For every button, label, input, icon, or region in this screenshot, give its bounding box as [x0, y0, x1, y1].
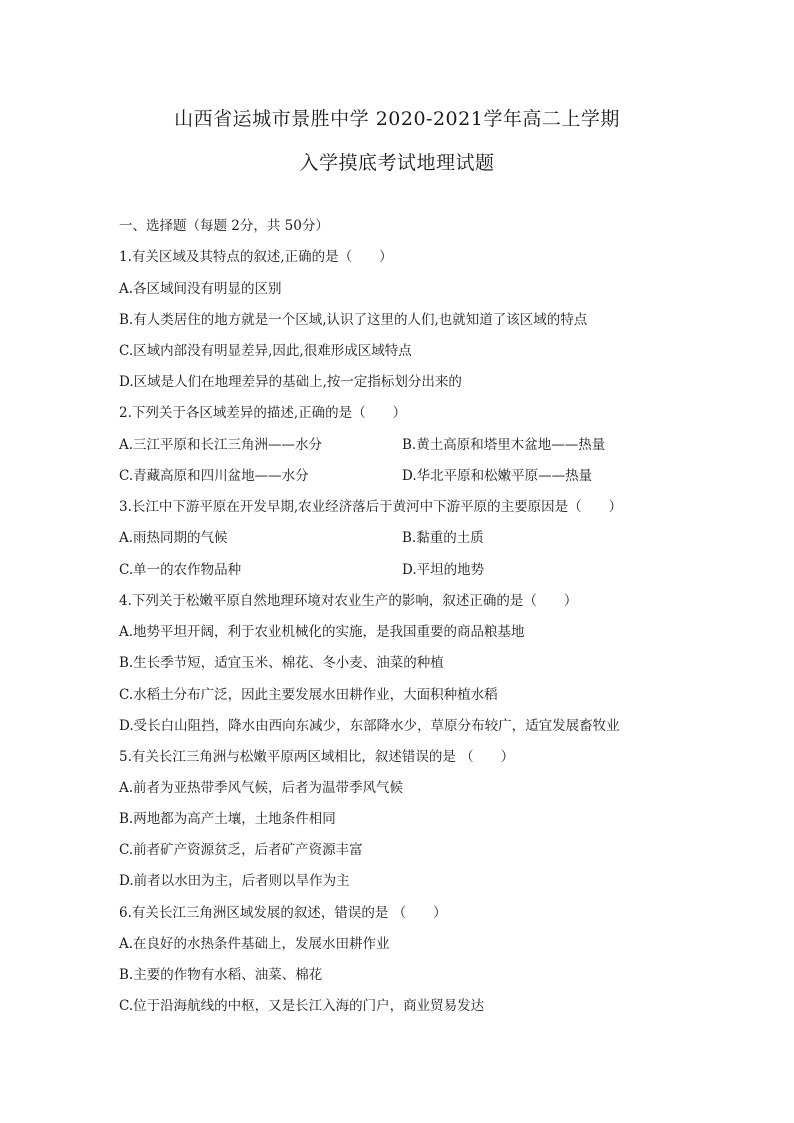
section-heading: 一、选择题（每题 2分，共 50分）	[119, 218, 329, 234]
question-option: B.生长季节短，适宜玉米、棉花、冬小麦、油菜的种植	[119, 655, 444, 671]
question-option: B.有人类居住的地方就是一个区域,认识了这里的人们,也就知道了该区域的特点	[119, 312, 588, 328]
question-option: A.地势平坦开阔，利于农业机械化的实施，是我国重要的商品粮基地	[119, 624, 525, 640]
question-option: B.两地都为高产土壤，土地条件相同	[119, 811, 336, 827]
exam-title-line2: 入学摸底考试地理试题	[299, 152, 495, 174]
question-stem: 1.有关区域及其特点的叙述,正确的是（ ）	[119, 249, 393, 265]
question-option: D.平坦的地势	[402, 562, 485, 578]
question-option: D.华北平原和松嫩平原——热量	[402, 468, 593, 484]
question-option: C.水稻土分布广泛，因此主要发展水田耕作业，大面积种植水稻	[119, 687, 498, 703]
exam-title-line1: 山西省运城市景胜中学 2020-2021学年高二上学期	[174, 108, 620, 130]
question-option: C.单一的农作物品种	[119, 562, 242, 578]
question-option: A.前者为亚热带季风气候，后者为温带季风气候	[119, 780, 404, 796]
option-row	[119, 561, 679, 579]
question-option: D.前者以水田为主，后者则以旱作为主	[119, 873, 350, 889]
question-option: D.区域是人们在地理差异的基础上,按一定指标划分出来的	[119, 374, 462, 390]
option-row	[119, 467, 679, 485]
question-option: B.黄土高原和塔里木盆地——热量	[402, 437, 606, 453]
question-stem: 3.长江中下游平原在开发早期,农业经济落后于黄河中下游平原的主要原因是（ ）	[119, 499, 623, 515]
option-row	[119, 436, 679, 454]
question-option: B.黏重的土质	[402, 530, 484, 546]
question-option: B.主要的作物有水稻、油菜、棉花	[119, 967, 323, 983]
question-stem: 6.有关长江三角洲区域发展的叙述，错误的是 （ ）	[119, 905, 447, 921]
question-option: D.受长白山阻挡，降水由西向东减少，东部降水少，草原分布较广，适宜发展畜牧业	[119, 718, 620, 734]
question-stem: 5.有关长江三角洲与松嫩平原两区域相比，叙述错误的是 （ ）	[119, 749, 515, 765]
question-option: C.青藏高原和四川盆地——水分	[119, 468, 309, 484]
option-row	[119, 529, 679, 547]
question-option: A.三江平原和长江三角洲——水分	[119, 437, 323, 453]
question-stem: 4.下列关于松嫩平原自然地理环境对农业生产的影响，叙述正确的是（ ）	[119, 593, 578, 609]
question-option: A.各区域间没有明显的区别	[119, 281, 282, 297]
question-option: A.雨热同期的气候	[119, 530, 228, 546]
question-stem: 2.下列关于各区域差异的描述,正确的是（ ）	[119, 405, 407, 421]
question-option: C.位于沿海航线的中枢，又是长江入海的门户，商业贸易发达	[119, 998, 485, 1014]
question-option: C.前者矿产资源贫乏，后者矿产资源丰富	[119, 842, 363, 858]
question-option: A.在良好的水热条件基础上，发展水田耕作业	[119, 936, 390, 952]
question-option: C.区域内部没有明显差异,因此,很难形成区域特点	[119, 343, 412, 359]
